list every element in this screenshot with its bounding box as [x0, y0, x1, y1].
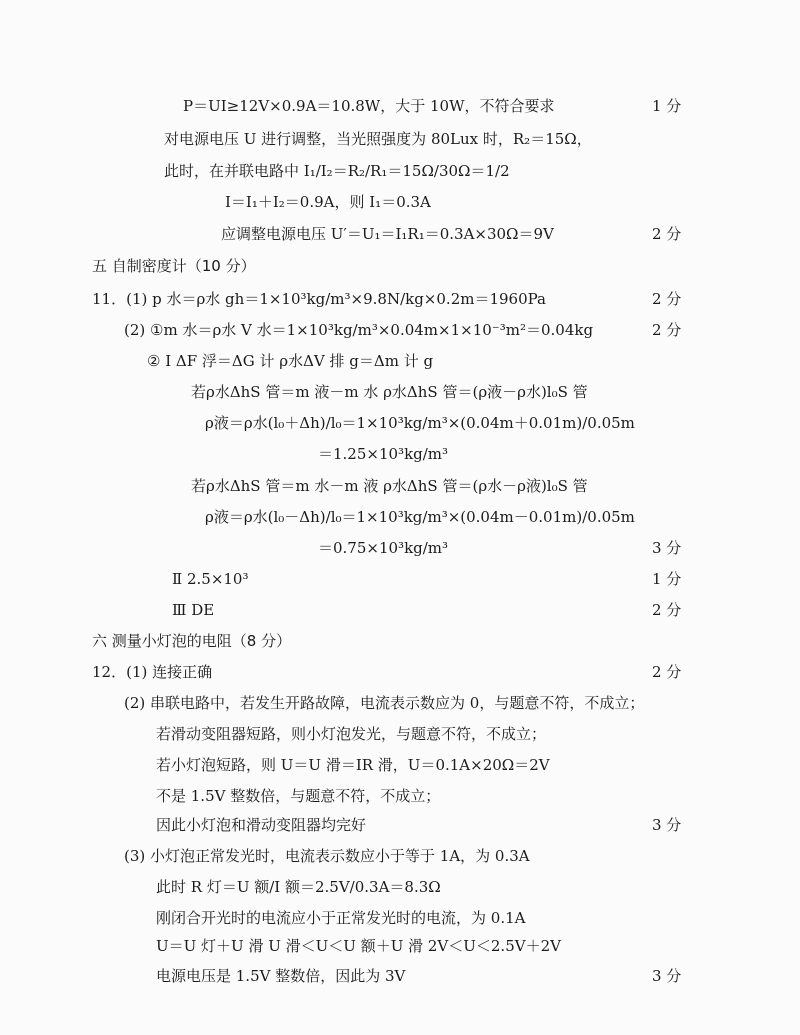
score-label: 2 分 [652, 321, 682, 339]
text-line: 若滑动变阻器短路，则小灯泡发光，与题意不符，不成立； [156, 725, 547, 743]
score-label: 2 分 [652, 290, 682, 308]
text-line: 12．(1) 连接正确 [92, 663, 213, 681]
text-line: 若ρ水ΔhS 管＝m 水－m 液 ρ水ΔhS 管＝(ρ水－ρ液)l₀S 管 [191, 477, 588, 495]
score-label: 2 分 [652, 663, 682, 681]
text-line: 电源电压是 1.5V 整数倍，因此为 3V [156, 967, 406, 985]
text-line: ＝0.75×10³kg/m³ [318, 539, 449, 557]
text-line: 因此小灯泡和滑动变阻器均完好 [156, 816, 367, 834]
text-line: ② Ⅰ ΔF 浮＝ΔG 计 ρ水ΔV 排 g＝Δm 计 g [147, 352, 434, 370]
text-line: Ⅱ 2.5×10³ [172, 570, 249, 588]
section-heading: 六 测量小灯泡的电阻（8 分） [92, 632, 292, 650]
score-label: 3 分 [652, 816, 682, 834]
text-line: ＝1.25×10³kg/m³ [318, 445, 449, 463]
score-label: 2 分 [652, 601, 682, 619]
text-line: 此时，在并联电路中 I₁/I₂＝R₂/R₁＝15Ω/30Ω＝1/2 [164, 162, 510, 180]
score-label: 3 分 [652, 539, 682, 557]
text-line: I＝I₁＋I₂＝0.9A，则 I₁＝0.3A [225, 193, 431, 211]
section-heading: 五 自制密度计（10 分） [92, 257, 256, 275]
text-line: 对电源电压 U 进行调整，当光照强度为 80Lux 时，R₂＝15Ω， [164, 130, 592, 148]
text-line: (3) 小灯泡正常发光时，电流表示数应小于等于 1A，为 0.3A [124, 847, 530, 865]
text-line: (2) ①m 水＝ρ水 V 水＝1×10³kg/m³×0.04m×1×10⁻³m²＝0.04kg [124, 321, 594, 339]
text-line: ρ液＝ρ水(l₀－Δh)/l₀＝1×10³kg/m³×(0.04m－0.01m)/0.05m [205, 508, 635, 526]
score-label: 3 分 [652, 967, 682, 985]
score-label: 2 分 [652, 225, 682, 243]
text-line: 若ρ水ΔhS 管＝m 液－m 水 ρ水ΔhS 管＝(ρ液－ρ水)l₀S 管 [191, 383, 588, 401]
text-line: Ⅲ DE [172, 601, 215, 619]
text-line: 若小灯泡短路，则 U＝U 滑＝IR 滑，U＝0.1A×20Ω＝2V [156, 756, 550, 774]
text-line: 不是 1.5V 整数倍，与题意不符，不成立； [156, 787, 441, 805]
text-line: (2) 串联电路中，若发生开路故障，电流表示数应为 0，与题意不符，不成立； [124, 694, 645, 712]
text-line: 此时 R 灯＝U 额/I 额＝2.5V/0.3A＝8.3Ω [156, 878, 441, 896]
text-line: ρ液＝ρ水(l₀＋Δh)/l₀＝1×10³kg/m³×(0.04m＋0.01m)/0.05m [205, 414, 635, 432]
score-label: 1 分 [652, 570, 682, 588]
score-label: 1 分 [652, 97, 682, 115]
text-line: U＝U 灯＋U 滑 U 滑＜U＜U 额＋U 滑 2V＜U＜2.5V＋2V [156, 937, 561, 955]
text-line: 11．(1) p 水＝ρ水 gh＝1×10³kg/m³×9.8N/kg×0.2m＝1960Pa [92, 290, 546, 308]
text-line: P＝UI≥12V×0.9A＝10.8W，大于 10W，不符合要求 [183, 97, 555, 115]
text-line: 应调整电源电压 U′＝U₁＝I₁R₁＝0.3A×30Ω＝9V [221, 225, 554, 243]
text-line: 刚闭合开光时的电流应小于正常发光时的电流，为 0.1A [156, 909, 526, 927]
